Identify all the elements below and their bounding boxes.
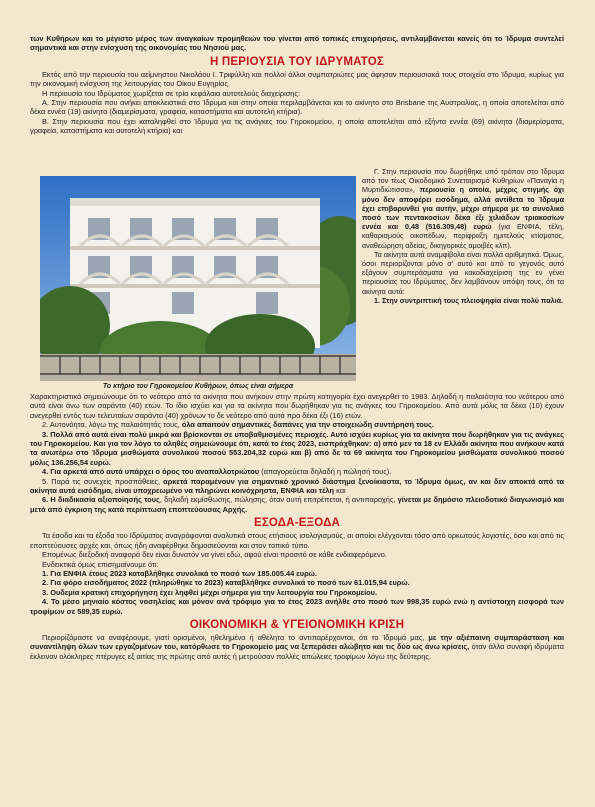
item-5-bold: αρκετά παραμένουν για σημαντικό χρονικό διάστημα ξενοίκιαστα, το Ίδρυμα όμως, αν και δεν αποκτά από τα ακίνητα αυτά εισόδημα, είναι υποχρεωμένο να πληρώνει κοινόχρηστα, ΕΝΦΙΑ και τέλη xyxy=(30,476,565,496)
item-6-bold-2: γίνεται με δημόσιο πλειοδοτικό διαγωνισμό και μετά από έγκριση της κατά περίπτωση εποπτεύουσας Αρχής. xyxy=(30,495,565,514)
property-item-b: Β. Στην περιουσία που έχει καταληφθεί στο Ίδρυμα για τις ανάγκες του Γηροκομείου, η οποία αποτελείται από εξήντα εννέα (69) ακίνητα (διαμερίσματα, γραφεία, καταστήματα και αυτοτελή κτήρια) και xyxy=(30,116,564,136)
income-paragraph-3: Ενδεικτικά όμως επισημαίνουμε ότι: xyxy=(42,559,159,569)
income-item-3: 3. Ουδεμία κρατική επιχορήγηση έχει ληφθεί μέχρι σήμερα για την λειτουργία του Γηροκομείου. xyxy=(42,587,378,597)
item-5-tail: και xyxy=(334,486,346,496)
crisis-bold: με την αξιέπαινη συμπαράσταση και συναντίληψη όλων των εργαζομένων του, κατόρθωσε το Γηροκομείο μας να ξεπεράσει αλώβητο και τις δύο ως άνω κρίσεις, xyxy=(30,632,564,652)
item-c-bold: περιουσία η οποία, μέχρις στιγμής όχι μόνο δεν αποφέρει εισόδημα, αλλά αντίθετα το Ίδρυμα έχει επιβαρυνθεί για αυτήν, μέχρι σήμερα με το συνολικό ποσό των πεντακοσίων δέκα έξι χιλιάδων τριακοσίων εννέα και 0,48 (516.309,48) ευρώ xyxy=(362,185,564,232)
item-2 xyxy=(30,420,564,429)
property-item-c xyxy=(362,167,564,250)
crisis-text-1: Περιορίζόμαστε να αναφέρουμε, γιατί ορισμένοι, ηθελημένα ή αθέλητα το αντιπαρέρχονται, ότι το Ίδρυμά μας, xyxy=(42,632,429,642)
item-2-bold: όλα απαιτούν σημαντικές δαπάνες για την στοιχειώδη συντήρησή τους. xyxy=(181,420,434,430)
heading-income: ΕΣΟΔΑ-ΕΞΟΔΑ xyxy=(253,517,341,530)
crisis-paragraph xyxy=(30,633,564,661)
item-6 xyxy=(30,495,564,514)
right-column xyxy=(362,167,564,305)
item-4-text: (απαγορεύεται δηλαδή η πώλησή τους). xyxy=(259,467,392,477)
item-3: 3. Πολλά από αυτά είναι πολύ μικρά και βρίσκονται σε υποβαθμισμένες περιοχές. Αυτό ισχύει κυρίως για τα ακίνητα που δωρήθηκαν για τις ανάγκες του Γηροκομείου. Και για τον λόγο το αληθές σημειώνουμε ότι, κατά το έτος 2023, εισπράχθηκαν: α) από μεν τα 18 εν Ελλάδι ακίνητα που ανήκουν κατά τα ανωτέρω στο Ίδρυμα μισθώματα συνολικού ποσού 553.204,32 ευρώ και β) από δε τα 69 ακίνητα του Γηροκομείου μισθώματα συνολικού ποσού μόλις 136.256,54 ευρώ. xyxy=(30,429,564,467)
income-item-4: 4. Το μέσο μηνιαίο κόστος νοσηλείας και μόνον ανά τρόφιμο για το έτος 2023 ανήλθε στο ποσό των 998,35 ευρώ ενώ η αντίστοιχη εισφορά των τροφίμων σε 589,35 ευρώ. xyxy=(30,597,564,616)
property-item-a: Α. Στην περιουσία που ανήκει αποκλειστικά στο Ίδρυμα και στην οποία περιλαμβάνεται και το ακίνητο στο Brisbane της Αυστραλίας, η οποία αποτελείται από δέκα εννέα (19) ακίνητα (διαμερίσματα, γραφεία, καταστήματα και αυτοτελή κτήρια). xyxy=(30,98,564,117)
item-5 xyxy=(30,477,564,496)
item-4 xyxy=(30,467,564,476)
property-paragraph-1: Εκτός από την περιουσία του αείμνηστου Νικολάου Ι. Τριφύλλη και πολλοί άλλοι συμπατριώτες μας άφησαν περιουσιακά τους στοιχεία στο Ίδρυμα, κυρίως για την οικονομική ενίσχυση της λειτουργίας του Οίκου Ευγηρίας. xyxy=(30,69,564,89)
top-section xyxy=(30,34,564,136)
income-item-2: 2. Για φόρο εισοδήματος 2022 (πληρώθηκε το 2023) καταβλήθηκε συνολικά το ποσό των 61.015,94 ευρώ. xyxy=(42,578,410,588)
item-6-bold: 6. Η διαδικασία αξιοποίησής τους xyxy=(42,495,160,505)
intro-text: των Κυθήρων και το μέγιστο μέρος των αναγκαίων προμηθειών του γίνεται από τοπικές επιχειρήσεις, αντιλαμβάνεται κανείς ότι το Ίδρυμα συντελεί σημαντικά και στην ενίσχυση της οικονομίας του Νησιού μας. xyxy=(30,34,564,53)
item-1-continuation: Χαρακτηριστικά σημειώνουμε ότι το νεότερο από τα ακίνητα που ανήκουν στην πρώτη κατηγορία έχει ανεγερθεί το 1983. Δηλαδή η παλαιότητα του νεότερου από αυτά είναι άνω των σαράντα (40) ετών. Το ίδιο ισχύει και για τα ακίνητα που δωρήθηκαν για τις ανάγκες του Γηροκομείου. Από αυτά μόλις τα δέκα (10) έχουν ανεγερθεί εντός των τελευταίων σαράντα (40) χρόνων το δε νεότερο από αυτά προ δέκα έξι (16) ετών. xyxy=(30,392,564,420)
item-5-text: 5. Παρά τις συνεχείς προσπάθειες, xyxy=(42,476,164,486)
photo-caption: Το κτήριο του Γηροκομείου Κυθήρων, όπως είναι σήμερα xyxy=(102,383,294,390)
property-paragraph-2: Η περιουσία του Ιδρύματος χωρίζεται σε τρία κεφάλαια αυτοτελούς διαχείρισης: xyxy=(42,88,301,98)
income-item-1: 1. Για ΕΝΦΙΑ έτους 2023 καταβλήθηκε συνολικά το ποσό των 185.005.44 ευρώ. xyxy=(42,568,317,578)
item-c-text-2: (για ΕΝΦΙΑ, τέλη, καθαρισμούς οικοπέδων, περίφραξη ημιτελούς κτίσματος, αναθεώρηση αδείας, δικηγορικές αμοιβές κλπ). xyxy=(362,222,564,250)
income-paragraph-2: Επομένως διεξοδική αναφορά δεν είναι δυνατόν να γίνει εδώ, αφού είναι προσιτό σε κάθε ενδιαφερόμενο. xyxy=(42,550,387,560)
item-6-text: , δηλαδή εκμίσθωσης, πώλησης, όταν αυτή επιτρέπεται, ή αντιπαροχής, xyxy=(159,495,398,505)
right-item-1: 1. Στην συντριπτική τους πλειοψηφία είναι πολύ παλιά. xyxy=(374,295,564,305)
bottom-section xyxy=(30,392,564,661)
income-paragraph-1: Τα έσοδα και τα έξοδα του Ιδρύματος αναγράφονται αναλυτικά στους ετήσιους ισολογισμούς, οι οποίοι ελέγχονται τόσο από ορκωτούς λογιστές, όσο και από τις εποπτεύουσες αρχές και, όπως ήδη αναφέρθηκε δημοσιεύονται και στον τοπικό τύπο. xyxy=(30,531,564,550)
right-paragraph-2: Τα ακίνητα αυτά αναμφίβολα είναι πολλά αριθμητικά. Όμως, όσοι περιορίζονται μόνο σ' αυτό και από το γεγονός αυτό εξάγουν συμπεράσματα για κακοδιαχείριση της εν γένει περιουσίας του Ιδρύματος, δεν λαμβάνουν υπόψη τους, ότι τα ακίνητα αυτά: xyxy=(362,249,564,296)
item-4-bold: 4. Για αρκετά από αυτά υπάρχει ο όρος του αναπαλλοτριώτου xyxy=(42,467,260,477)
item-c-text-1: Γ. Στην περιουσία που δωρήθηκε υπό τρόπον στο Ίδρυμα από τον τέως Οικοδομικό Συνεταιρισμό Κυθηρίων «Παναγία η Μυρτιδιώτισσα», xyxy=(362,167,564,195)
heading-crisis: ΟΙΚΟΝΟΜΙΚΗ & ΥΓΕΙΟΝΟΜΙΚΗ ΚΡΙΣΗ xyxy=(189,618,405,631)
crisis-text-2: όταν άλλα συναφή ιδρύματα έκλειναν ολόκληρες πτέρυγες εξ αιτίας της πρώτης από αυτές ή μετρούσαν πολλές απώλειες τροφίμων λόγω της δεύτερης. xyxy=(30,642,565,661)
heading-property: Η ΠΕΡΙΟΥΣΙΑ ΤΟΥ ΙΔΡΥΜΑΤΟΣ xyxy=(210,55,384,68)
item-2-text: 2. Αυτονόητα, λόγω της παλαιότητάς τους, xyxy=(42,420,182,430)
building-photo xyxy=(40,176,356,381)
